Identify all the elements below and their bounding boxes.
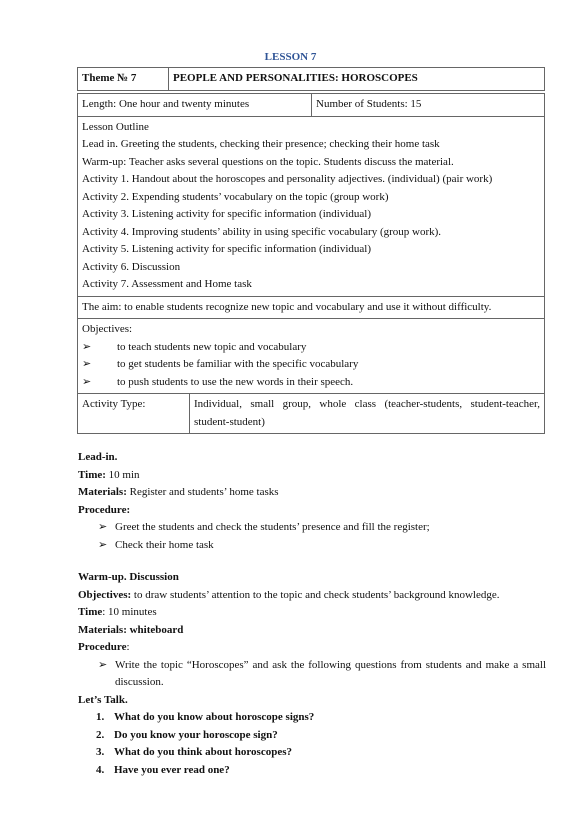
outline-item: Lead in. Greeting the students, checking their presence; checking their home task <box>82 138 440 150</box>
arrow-bullet-icon: ➢ <box>98 538 108 551</box>
outline-item: Activity 4. Improving students’ ability in using specific vocabulary (group work). <box>82 225 442 238</box>
outline-cell <box>78 116 545 296</box>
time-value: 10 min <box>105 468 140 481</box>
question-item: 1. What do you know about horoscope signs? <box>96 711 315 723</box>
outline-item: Warm-up: Teacher asks several questions on the topic. Students discuss the material. <box>82 155 454 168</box>
outline-heading: Lesson Outline <box>82 120 149 133</box>
materials-label: Materials: whiteboard <box>78 623 184 636</box>
aim-cell: The aim: to enable students recognize new topic and vocabulary and use it without difficulty. <box>78 296 545 319</box>
objective-item: ➢ to push students to use the new words in their speech. <box>82 374 540 392</box>
objectives-heading: Objectives: <box>82 323 133 335</box>
objectives-cell <box>78 319 545 394</box>
time-label: Time: <box>78 468 106 481</box>
materials-label: Materials: <box>78 486 127 498</box>
lesson-info-table <box>77 93 545 434</box>
lead-in-section <box>78 449 546 554</box>
warm-up-heading: Warm-up. Discussion <box>78 571 179 583</box>
arrow-bullet-icon: ➢ <box>98 658 108 671</box>
question-item: 3. What do you think about horoscopes? <box>96 746 292 758</box>
procedure-step: ➢ Write the topic “Horoscopes” and ask the following questions from students and make a small discussion. <box>78 657 546 692</box>
procedure-label: Procedure <box>78 641 127 653</box>
outline-item: Activity 1. Handout about the horoscopes and personality adjectives. (individual) (pair work) <box>82 173 493 185</box>
arrow-bullet-icon: ➢ <box>82 375 92 388</box>
students-cell: Number of Students: 15 <box>316 98 422 110</box>
arrow-bullet-icon: ➢ <box>82 358 92 370</box>
time-value: : 10 minutes <box>102 606 157 618</box>
materials-value: Register and students’ home tasks <box>126 486 279 498</box>
theme-table <box>77 67 545 91</box>
outline-item: Activity 6. Discussion <box>82 260 181 273</box>
objective-item: ➢ to get students be familiar with the specific vocabulary <box>82 356 540 374</box>
procedure-step: ➢ Greet the students and check the students’ presence and fill the register; <box>78 519 546 537</box>
lets-talk-heading: Let’s Talk. <box>78 693 128 706</box>
outline-item: Activity 3. Listening activity for specific information (individual) <box>82 208 371 220</box>
outline-item: Activity 7. Assessment and Home task <box>82 278 252 290</box>
objectives-label: Objectives: <box>78 588 132 601</box>
warm-up-section: Warm-up. Discussion Objectives: to draw students’ attention to the topic and check students’ background knowledge. Time: 10 minutes Materials: whiteboard Procedure: ➢ Write the topic “Horoscopes” and ask the following questions from students and make a small discussion. Let’s Talk. 1. What do you know about horoscope signs? 2. Do you know your horoscope sign? 3. What do you think about horoscopes? 4. Have you ever read one? <box>78 569 546 779</box>
outline-item: Activity 5. Listening activity for specific information (individual) <box>82 243 371 255</box>
objectives-value: to draw students’ attention to the topic and check students’ background knowledge. <box>131 588 500 601</box>
length-cell: Length: One hour and twenty minutes <box>78 94 312 116</box>
question-item: 2. Do you know your horoscope sign? <box>96 728 278 741</box>
arrow-bullet-icon: ➢ <box>82 340 92 353</box>
arrow-bullet-icon: ➢ <box>98 521 108 533</box>
lead-in-heading: Lead-in. <box>78 451 118 463</box>
outline-item: Activity 2. Expending students’ vocabulary on the topic (group work) <box>82 190 389 203</box>
activity-type-label: Activity Type: <box>78 394 190 434</box>
procedure-label: Procedure: <box>78 503 131 516</box>
lesson-title: LESSON 7 <box>264 51 317 63</box>
objective-item: ➢ to teach students new topic and vocabulary <box>82 339 540 357</box>
question-item: 4. Have you ever read one? <box>96 763 230 776</box>
theme-value: PEOPLE AND PERSONALITIES: HOROSCOPES <box>169 68 545 91</box>
time-label: Time <box>78 606 103 618</box>
activity-type-value: Individual, small group, whole class (teacher-students, student-teacher, student-student) <box>190 394 545 434</box>
theme-label: Theme № 7 <box>78 68 169 91</box>
procedure-step: ➢ Check their home task <box>78 537 546 555</box>
